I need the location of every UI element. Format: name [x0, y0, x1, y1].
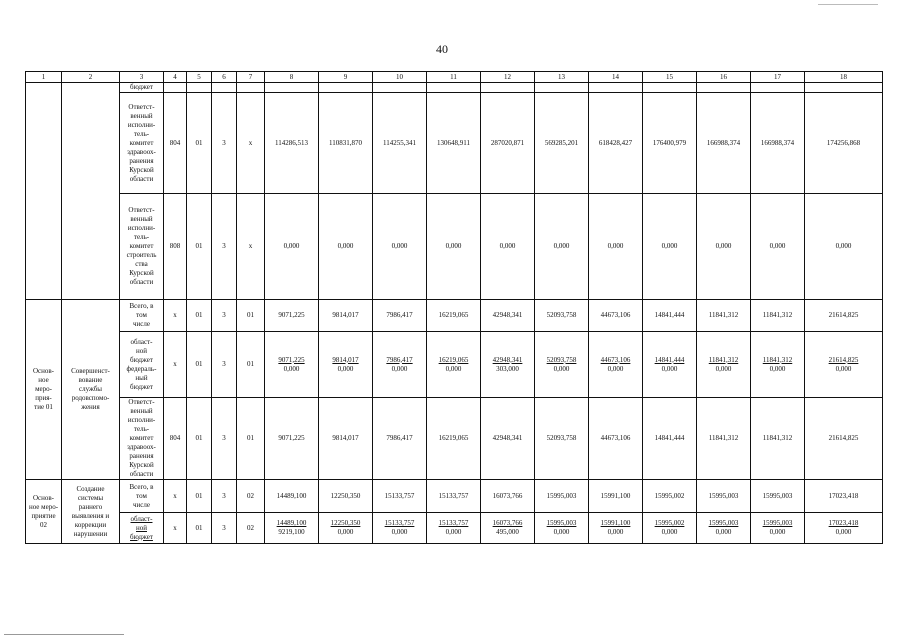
value-regional: 14489,100	[276, 519, 307, 527]
value-regional: 16073,766	[492, 519, 523, 527]
value-regional: 9071,225	[278, 355, 305, 364]
cell-measure: Основ- ное меро- прия- тие 01	[26, 300, 62, 480]
header-cell: 9	[319, 72, 373, 83]
cell-subprogram	[212, 83, 237, 93]
value-regional: 15133,757	[384, 519, 415, 527]
cell-value: 42948,341	[481, 300, 535, 332]
cell-event	[237, 83, 265, 93]
cell-subprogram: 3	[212, 480, 237, 513]
cell-value	[265, 83, 319, 93]
cell-value: 0,000	[805, 194, 883, 300]
cell-value: 9814,017	[319, 300, 373, 332]
table-row	[26, 83, 883, 93]
cell-value: 0,000	[697, 194, 751, 300]
cell-program: 01	[187, 194, 212, 300]
cell-grbs: 804	[164, 398, 187, 480]
cell-value: 11841,312	[697, 300, 751, 332]
cell-value: 0,000	[751, 194, 805, 300]
header-cell: 13	[535, 72, 589, 83]
value-regional: 17023,418	[828, 519, 859, 527]
header-row	[26, 72, 883, 83]
value-regional: 42948,341	[492, 355, 523, 364]
cell-value: 618428,427	[589, 93, 643, 194]
cell-value: 17023,418	[805, 480, 883, 513]
value-federal: 0,000	[661, 528, 678, 536]
header-cell: 6	[212, 72, 237, 83]
header-cell: 16	[697, 72, 751, 83]
table-row	[26, 513, 883, 544]
cell-grbs: х	[164, 480, 187, 513]
header-cell: 7	[237, 72, 265, 83]
cell-value: 52093,758	[535, 398, 589, 480]
value-federal: 0,000	[445, 364, 462, 373]
value-regional: 21614,825	[828, 355, 859, 364]
cell-subprogram: 3	[212, 398, 237, 480]
cell-grbs: 808	[164, 194, 187, 300]
cell-value: 110831,870	[319, 93, 373, 194]
cell-value: 16073,766	[481, 480, 535, 513]
cell-value-pair	[265, 513, 319, 544]
cell-value: 44673,106	[589, 300, 643, 332]
cell-value-pair	[697, 332, 751, 398]
cell-value-pair	[481, 332, 535, 398]
cell-value-pair	[697, 513, 751, 544]
header-cell: 4	[164, 72, 187, 83]
cell-value: 11841,312	[697, 398, 751, 480]
header-cell: 5	[187, 72, 212, 83]
cell-value: 9071,225	[265, 300, 319, 332]
cell-source: Всего, в том числе	[120, 480, 164, 513]
cell-value: 14841,444	[643, 300, 697, 332]
header-cell: 18	[805, 72, 883, 83]
value-regional: 9814,017	[332, 355, 359, 364]
cell-value: 14489,100	[265, 480, 319, 513]
cell-value	[427, 83, 481, 93]
header-cell: 1	[26, 72, 62, 83]
cell-event: 02	[237, 480, 265, 513]
value-regional: 15995,003	[762, 519, 793, 527]
cell-value: 130648,911	[427, 93, 481, 194]
scan-artifact	[4, 634, 124, 635]
cell-value-pair	[805, 332, 883, 398]
cell-value: 16219,065	[427, 398, 481, 480]
header-cell: 15	[643, 72, 697, 83]
header-cell: 10	[373, 72, 427, 83]
cell-value	[319, 83, 373, 93]
cell-program: 01	[187, 398, 212, 480]
value-federal: 495,000	[496, 528, 519, 536]
header-cell: 12	[481, 72, 535, 83]
value-regional: 15995,003	[708, 519, 739, 527]
table-row	[26, 480, 883, 513]
cell-value: 7986,417	[373, 300, 427, 332]
cell-event: х	[237, 194, 265, 300]
page-number: 40	[436, 42, 448, 56]
cell-value: 166988,374	[751, 93, 805, 194]
value-regional: 7986,417	[386, 355, 413, 364]
value-federal: 0,000	[769, 364, 786, 373]
value-federal: 0,000	[553, 528, 570, 536]
cell-value: 0,000	[535, 194, 589, 300]
value-federal: 0,000	[835, 528, 852, 536]
cell-value: 0,000	[373, 194, 427, 300]
cell-value: 15995,003	[751, 480, 805, 513]
value-federal: 0,000	[337, 528, 354, 536]
cell-value: 0,000	[319, 194, 373, 300]
cell-value: 9071,225	[265, 398, 319, 480]
cell-value-pair	[589, 332, 643, 398]
cell-subprogram: 3	[212, 332, 237, 398]
cell-grbs: х	[164, 513, 187, 544]
cell-grbs: х	[164, 332, 187, 398]
table-row	[26, 300, 883, 332]
value-regional: 15133,757	[438, 519, 469, 527]
cell-source: Всего, в том числе	[120, 300, 164, 332]
cell-value-pair	[319, 332, 373, 398]
budget-table	[25, 71, 883, 544]
cell-value-pair	[589, 513, 643, 544]
cell-value: 7986,417	[373, 398, 427, 480]
cell-value-pair	[265, 332, 319, 398]
value-federal: 0,000	[337, 364, 354, 373]
cell-source: Ответст- венный исполни- тель- комитет здравоох- ранения Курской области	[120, 398, 164, 480]
cell-value: 21614,825	[805, 300, 883, 332]
cell-program: 01	[187, 513, 212, 544]
value-regional: 15995,003	[546, 519, 577, 527]
cell-measure-name: Совершенст- вование службы родовспомо- жения	[62, 300, 120, 480]
cell-source: Ответст- венный исполни- тель- комитет строитель ства Курской области	[120, 194, 164, 300]
header-cell: 2	[62, 72, 120, 83]
value-regional: 11841,312	[762, 355, 793, 364]
cell-value: 114255,341	[373, 93, 427, 194]
cell-value: 176400,979	[643, 93, 697, 194]
cell-program	[187, 83, 212, 93]
value-federal: 0,000	[283, 364, 300, 373]
header-cell: 3	[120, 72, 164, 83]
cell-subprogram: 3	[212, 513, 237, 544]
cell-measure-name	[62, 83, 120, 300]
cell-program: 01	[187, 93, 212, 194]
cell-program: 01	[187, 300, 212, 332]
cell-value-pair	[427, 513, 481, 544]
value-federal: 0,000	[661, 364, 678, 373]
value-federal: 303,000	[496, 364, 519, 373]
cell-value: 114286,513	[265, 93, 319, 194]
cell-value: 21614,825	[805, 398, 883, 480]
cell-value: 166988,374	[697, 93, 751, 194]
cell-value	[373, 83, 427, 93]
cell-value: 287020,871	[481, 93, 535, 194]
cell-value-pair	[643, 332, 697, 398]
cell-measure-name: Создание системы раннего выявления и коррекции нарушении	[62, 480, 120, 544]
cell-value: 11841,312	[751, 300, 805, 332]
cell-value: 0,000	[481, 194, 535, 300]
cell-source: бюджет	[120, 83, 164, 93]
value-regional: 11841,312	[708, 355, 739, 364]
cell-value	[589, 83, 643, 93]
cell-grbs: 804	[164, 93, 187, 194]
table-row	[26, 93, 883, 194]
cell-value: 44673,106	[589, 398, 643, 480]
value-regional: 52093,758	[546, 355, 577, 364]
header-cell: 14	[589, 72, 643, 83]
cell-measure	[26, 83, 62, 300]
cell-value: 569285,201	[535, 93, 589, 194]
table-row	[26, 398, 883, 480]
cell-value-pair	[751, 513, 805, 544]
cell-value: 0,000	[427, 194, 481, 300]
cell-value-pair	[427, 332, 481, 398]
value-federal: 0,000	[769, 528, 786, 536]
value-federal: 0,000	[553, 364, 570, 373]
scan-artifact	[818, 4, 878, 5]
cell-value	[805, 83, 883, 93]
cell-value-pair	[373, 513, 427, 544]
value-federal: 0,000	[445, 528, 462, 536]
value-federal: 0,000	[607, 364, 624, 373]
cell-source: област- ной бюджет	[120, 513, 164, 544]
cell-event: 01	[237, 332, 265, 398]
value-regional: 16219,065	[438, 355, 469, 364]
cell-value: 0,000	[643, 194, 697, 300]
cell-value: 9814,017	[319, 398, 373, 480]
cell-value	[481, 83, 535, 93]
cell-value-pair	[535, 513, 589, 544]
header-cell: 8	[265, 72, 319, 83]
cell-value	[697, 83, 751, 93]
cell-value: 15995,002	[643, 480, 697, 513]
cell-subprogram: 3	[212, 93, 237, 194]
cell-value	[643, 83, 697, 93]
cell-source: Ответст- венный исполни- тель- комитет здравоох- ранения Курской области	[120, 93, 164, 194]
value-federal: 0,000	[607, 528, 624, 536]
cell-value: 14841,444	[643, 398, 697, 480]
cell-value: 52093,758	[535, 300, 589, 332]
cell-event: 01	[237, 300, 265, 332]
cell-program: 01	[187, 480, 212, 513]
cell-value: 15995,003	[535, 480, 589, 513]
cell-value-pair	[751, 332, 805, 398]
cell-value	[751, 83, 805, 93]
cell-event: 01	[237, 398, 265, 480]
cell-value: 0,000	[265, 194, 319, 300]
cell-value: 15133,757	[427, 480, 481, 513]
cell-value-pair	[373, 332, 427, 398]
table-row	[26, 194, 883, 300]
value-regional: 12250,350	[330, 519, 361, 527]
cell-value: 11841,312	[751, 398, 805, 480]
value-regional: 15995,002	[654, 519, 685, 527]
cell-measure: Основ- ное меро- приятие 02	[26, 480, 62, 544]
value-federal: 0,000	[715, 364, 732, 373]
cell-event: 02	[237, 513, 265, 544]
cell-program: 01	[187, 332, 212, 398]
cell-value: 15133,757	[373, 480, 427, 513]
cell-value	[535, 83, 589, 93]
header-cell: 17	[751, 72, 805, 83]
cell-subprogram: 3	[212, 300, 237, 332]
value-federal: 9219,100	[278, 528, 305, 536]
cell-value-pair	[319, 513, 373, 544]
value-federal: 0,000	[391, 528, 408, 536]
cell-subprogram: 3	[212, 194, 237, 300]
table-row	[26, 332, 883, 398]
value-federal: 0,000	[835, 364, 852, 373]
cell-value: 0,000	[589, 194, 643, 300]
value-regional: 15991,100	[600, 519, 631, 527]
cell-grbs	[164, 83, 187, 93]
cell-value-pair	[643, 513, 697, 544]
cell-value-pair	[805, 513, 883, 544]
cell-value-pair	[535, 332, 589, 398]
cell-value: 12250,350	[319, 480, 373, 513]
cell-grbs: х	[164, 300, 187, 332]
cell-event: х	[237, 93, 265, 194]
value-regional: 44673,106	[600, 355, 631, 364]
cell-value: 42948,341	[481, 398, 535, 480]
header-cell: 11	[427, 72, 481, 83]
value-federal: 0,000	[715, 528, 732, 536]
cell-source: област- ной бюджет федераль- ный бюджет	[120, 332, 164, 398]
cell-value: 16219,065	[427, 300, 481, 332]
cell-value-pair	[481, 513, 535, 544]
value-regional: 14841,444	[654, 355, 685, 364]
cell-value: 15991,100	[589, 480, 643, 513]
cell-value: 174256,868	[805, 93, 883, 194]
value-federal: 0,000	[391, 364, 408, 373]
cell-value: 15995,003	[697, 480, 751, 513]
